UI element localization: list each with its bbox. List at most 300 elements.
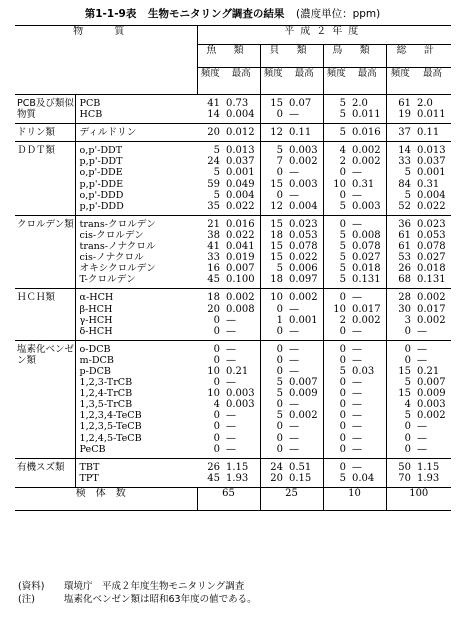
max-column [414,142,451,216]
frequency-value: 10 [333,178,346,190]
substance-name: cis-クロルデン [79,229,144,241]
substance-name: m-DCB [79,354,114,366]
frequency-value: 20 [270,472,283,484]
frequency-column [260,142,286,216]
substance-name: o,p'-DDE [79,167,123,179]
frequency-value: 15 [270,241,283,253]
group-row [15,142,451,216]
max-value: — [226,432,236,444]
max-value: 0.004 [417,189,446,201]
frequency-value: 0 [339,189,346,201]
frequency-value: 2 [339,156,346,168]
substance-column [75,289,197,340]
frequency-column [386,124,414,142]
frequency-value: 24 [270,461,283,473]
frequency-value: 0 [339,218,346,230]
frequency-value: 0 [339,399,346,411]
frequency-value: 0 [339,432,346,444]
max-value: 0.31 [352,178,375,190]
frequency-value: 61 [398,241,411,253]
max-value: — [352,325,362,337]
max-value: 1.15 [417,461,440,473]
group-row [15,95,451,124]
max-value: 0.049 [226,178,255,190]
frequency-value: 5 [276,388,283,400]
max-value: — [226,343,236,355]
max-value: 0.002 [289,410,318,422]
group-row [15,215,451,289]
max-value: — [352,432,362,444]
frequency-value: 15 [270,252,283,264]
max-value: 0.007 [226,263,255,275]
frequency-value: 53 [398,252,411,264]
substance-name: p,p'-DDD [79,200,124,212]
frequency-value: 0 [339,354,346,366]
max-column [414,289,451,340]
frequency-value: 0 [404,354,411,366]
max-value: — [289,189,299,201]
max-value: 0.11 [289,127,312,139]
max-value: — [352,343,362,355]
frequency-value: 5 [276,377,283,389]
max-value: 0.078 [352,241,381,253]
period-header: 平成２年度 [197,26,451,45]
max-value: 0.018 [417,263,446,275]
frequency-column [260,289,286,340]
max-column [223,289,260,340]
max-value: 0.011 [352,109,381,121]
max-value: — [289,432,299,444]
group-row [15,340,451,458]
group-name: ドリン類 [15,124,75,142]
frequency-value: 0 [276,343,283,355]
note-source-text: 環境庁 平成２年度生物モニタリング調査 [64,581,245,592]
frequency-value: 5 [339,127,346,139]
max-value: 0.009 [417,388,446,400]
max-value: 0.006 [289,263,318,275]
max-value: — [352,461,362,473]
table-caption [0,6,465,21]
max-value: — [226,410,236,422]
frequency-value: 0 [339,292,346,304]
totals-section [15,487,451,510]
substance-name: HCB [79,109,103,121]
max-column [414,95,451,124]
max-value: 0.053 [289,229,318,241]
frequency-value: 0 [404,343,411,355]
max-value: 0.002 [226,292,255,304]
frequency-value: 0 [339,325,346,337]
substance-name: 1,2,3-TrCB [79,377,133,389]
substance-header: 物 質 [15,26,197,95]
substance-group [15,340,451,458]
frequency-value: 5 [339,472,346,484]
frequency-value: 5 [339,229,346,241]
group-name: ＤＤＴ類 [15,142,75,216]
max-value: — [417,354,427,366]
max-value: — [289,399,299,411]
substance-column [75,142,197,216]
frequency-value: 41 [207,241,220,253]
max-column [286,215,323,289]
frequency-value: 26 [398,263,411,275]
max-value: 0.019 [226,252,255,264]
frequency-value: 5 [339,200,346,212]
totals-row [15,487,451,510]
note-remark-text: 塩素化ベンゼン類は昭和63年度の値である。 [64,594,257,605]
max-column [223,340,260,458]
max-value: 0.008 [226,303,255,315]
max-value: 0.012 [226,127,255,139]
frequency-column [323,289,349,340]
max-value: 0.016 [226,218,255,230]
frequency-column [260,124,286,142]
substance-name: trans-クロルデン [79,218,156,230]
frequency-value: 0 [339,343,346,355]
max-value: — [289,325,299,337]
max-value: 0.097 [289,274,318,286]
frequency-column [323,340,349,458]
frequency-value: 0 [213,343,220,355]
frequency-value: 5 [339,274,346,286]
totals-shellfish: 25 [260,487,323,510]
frequency-value: 0 [276,399,283,411]
max-column [349,124,386,142]
max-column [286,142,323,216]
max-value: 0.31 [417,178,440,190]
max-value: — [417,325,427,337]
max-header: 最高 [286,68,323,95]
group-row [15,124,451,142]
frequency-column [323,458,349,487]
max-value: 0.001 [417,167,446,179]
frequency-value: 30 [398,303,411,315]
frequency-value: 0 [339,461,346,473]
max-header: 最高 [422,68,442,79]
max-value: — [352,399,362,411]
frequency-value: 0 [276,443,283,455]
max-value: — [289,421,299,433]
max-value: — [289,343,299,355]
substance-group [15,142,451,216]
frequency-value: 0 [276,354,283,366]
substance-column [75,215,197,289]
frequency-column [386,340,414,458]
frequency-value: 0 [213,410,220,422]
frequency-value: 0 [276,303,283,315]
frequency-column [197,142,223,216]
frequency-value: 15 [270,178,283,190]
frequency-value: 10 [207,365,220,377]
substance-name: o-DCB [79,343,111,355]
max-value: 0.017 [352,303,381,315]
frequency-value: 0 [276,432,283,444]
max-value: 0.15 [289,472,312,484]
substance-column [75,340,197,458]
frequency-value: 5 [339,263,346,275]
max-value: 0.002 [352,145,381,157]
max-value: 0.21 [226,365,249,377]
max-value: 0.002 [352,156,381,168]
max-value: 0.21 [417,365,440,377]
max-value: — [352,443,362,455]
max-value: 0.003 [289,178,318,190]
frequency-value: 14 [398,145,411,157]
max-value: 0.037 [417,156,446,168]
max-value: 0.003 [226,388,255,400]
substance-name: p,p'-DDE [79,178,124,190]
substance-name: 1,2,4-TrCB [79,388,133,400]
group-name: 有機スズ類 [15,458,75,487]
frequency-value: 0 [339,167,346,179]
frequency-value: 12 [270,200,283,212]
frequency-value: 0 [213,377,220,389]
max-value: 2.0 [417,98,433,109]
max-value: 0.013 [226,145,255,157]
frequency-value: 0 [404,443,411,455]
max-value: — [417,432,427,444]
frequency-column [260,95,286,124]
substance-name: オキシクロルデン [79,263,156,275]
max-column [349,458,386,487]
max-column [414,458,451,487]
frequency-value: 0 [339,443,346,455]
max-value: — [226,354,236,366]
frequency-value: 41 [207,98,220,109]
max-value: — [226,314,236,326]
frequency-value: 4 [339,145,346,157]
frequency-value: 18 [270,274,283,286]
note-remark [18,593,257,606]
max-value: 1.15 [226,461,249,473]
frequency-column [386,95,414,124]
frequency-column [386,289,414,340]
frequency-value: 84 [398,178,411,190]
max-value: 0.03 [352,365,375,377]
max-value: 0.022 [226,200,255,212]
max-value: — [352,189,362,201]
max-value: 0.002 [417,314,446,326]
frequency-column [197,340,223,458]
frequency-value: 52 [398,200,411,212]
max-column [223,95,260,124]
max-header: 最高 [349,68,386,95]
frequency-value: 61 [398,98,411,109]
totals-all: 100 [409,487,429,499]
substance-name: α-HCH [79,292,114,304]
substance-group [15,289,451,340]
frequency-value: 50 [398,461,411,473]
frequency-value: 0 [213,325,220,337]
frequency-value: 37 [398,127,411,139]
substance-name: p,p'-DDT [79,156,123,168]
substance-name: 1,2,4,5-TeCB [79,432,142,444]
max-column [223,215,260,289]
max-value: — [352,377,362,389]
frequency-value: 45 [207,274,220,286]
frequency-value: 5 [339,241,346,253]
max-value: 0.007 [289,377,318,389]
frequency-value: 28 [398,292,411,304]
frequency-value: 0 [339,410,346,422]
substance-column [75,124,197,142]
unit-label: (濃度単位：ppm) [295,8,381,20]
category-header-total: 総 計 [386,45,451,68]
max-value: 0.100 [226,274,255,286]
max-column [286,95,323,124]
max-value: 1.93 [417,472,440,484]
frequency-value: 45 [207,472,220,484]
frequency-value: 0 [276,189,283,201]
frequency-column [386,458,414,487]
frequency-value: 5 [404,410,411,422]
max-value: 0.018 [352,263,381,275]
max-value: — [352,354,362,366]
frequency-value: 24 [207,156,220,168]
max-value: — [417,421,427,433]
frequency-value: 35 [207,200,220,212]
max-column [223,124,260,142]
totals-birds: 10 [323,487,386,510]
substance-name: TBT [79,461,100,473]
freq-header: 頻度 [263,68,283,79]
group-name: クロルデン類 [15,215,75,289]
max-column [286,289,323,340]
max-value: 0.016 [352,127,381,139]
group-name: 塩素化ベンゼン類 [15,340,75,458]
frequency-value: 5 [213,145,220,157]
max-value: 0.51 [289,461,312,473]
frequency-value: 7 [276,156,283,168]
frequency-value: 4 [213,399,220,411]
frequency-value: 5 [276,263,283,275]
frequency-value: 26 [207,461,220,473]
table-notes [18,580,257,606]
category-header-birds: 鳥 類 [323,45,386,68]
frequency-value: 15 [270,98,283,109]
substance-name: γ-HCH [79,314,113,326]
frequency-value: 5 [404,167,411,179]
max-value: 0.004 [289,200,318,212]
frequency-value: 5 [339,365,346,377]
max-value: 0.002 [417,410,446,422]
frequency-value: 21 [207,218,220,230]
note-remark-tag: (注) [18,594,35,605]
max-column [223,458,260,487]
max-value: — [226,325,236,337]
frequency-value: 15 [398,388,411,400]
frequency-value: 5 [339,252,346,264]
frequency-value: 0 [404,421,411,433]
frequency-value: 68 [398,274,411,286]
note-source [18,580,257,593]
table-header [15,26,451,95]
max-value: — [352,218,362,230]
max-value: 0.053 [417,229,446,241]
max-value: 0.023 [289,218,318,230]
frequency-value: 15 [398,365,411,377]
frequency-column [323,215,349,289]
substance-name: PeCB [79,443,106,455]
group-row [15,289,451,340]
max-column [349,340,386,458]
max-value: 0.002 [352,314,381,326]
max-value: 0.003 [289,145,318,157]
table-number: 第1-1-9表 [84,8,137,20]
max-value: 0.008 [352,229,381,241]
max-value: — [289,109,299,121]
category-header-fish: 魚 類 [197,45,260,68]
frequency-value: 36 [398,218,411,230]
substance-column [75,458,197,487]
max-value: — [289,354,299,366]
frequency-value: 0 [213,314,220,326]
frequency-column [386,142,414,216]
max-column [286,340,323,458]
max-value: — [417,343,427,355]
frequency-column [323,142,349,216]
frequency-value: 0 [276,421,283,433]
substance-group [15,124,451,142]
frequency-value: 33 [398,156,411,168]
max-value: 0.002 [417,292,446,304]
max-value: 0.022 [417,200,446,212]
max-value: 0.003 [352,200,381,212]
frequency-value: 5 [276,410,283,422]
frequency-value: 0 [404,432,411,444]
max-value: 0.007 [417,377,446,389]
max-column [349,142,386,216]
max-value: — [226,377,236,389]
frequency-value: 18 [207,292,220,304]
substance-column [75,95,197,124]
max-value: 0.017 [417,303,446,315]
substance-name: 1,2,3,5-TeCB [79,421,142,433]
max-column [286,124,323,142]
frequency-column [197,458,223,487]
max-column [349,215,386,289]
max-column [414,340,451,458]
totals-fish: 65 [197,487,260,510]
group-name: ＨＣＨ類 [15,289,75,340]
substance-name: p-DCB [79,365,111,377]
frequency-column [260,340,286,458]
max-value: 0.037 [226,156,255,168]
max-value: 0.001 [289,314,318,326]
max-value: 0.022 [289,252,318,264]
frequency-value: 0 [276,365,283,377]
frequency-column [260,215,286,289]
totals-label: 検体数 [15,487,197,510]
max-value: 0.001 [226,167,255,179]
frequency-value: 10 [333,303,346,315]
max-value: 0.023 [417,218,446,230]
frequency-value: 0 [339,421,346,433]
frequency-value: 15 [270,218,283,230]
substance-group [15,95,451,124]
table-title: 生物モニタリング調査の結果 [148,8,285,20]
max-value: — [289,303,299,315]
max-value: 0.004 [226,189,255,201]
frequency-value: 5 [213,167,220,179]
max-value: — [352,410,362,422]
frequency-column [197,215,223,289]
frequency-value: 10 [270,292,283,304]
frequency-column [323,95,349,124]
max-value: 0.11 [417,127,440,139]
max-value: — [352,292,362,304]
frequency-column [197,95,223,124]
